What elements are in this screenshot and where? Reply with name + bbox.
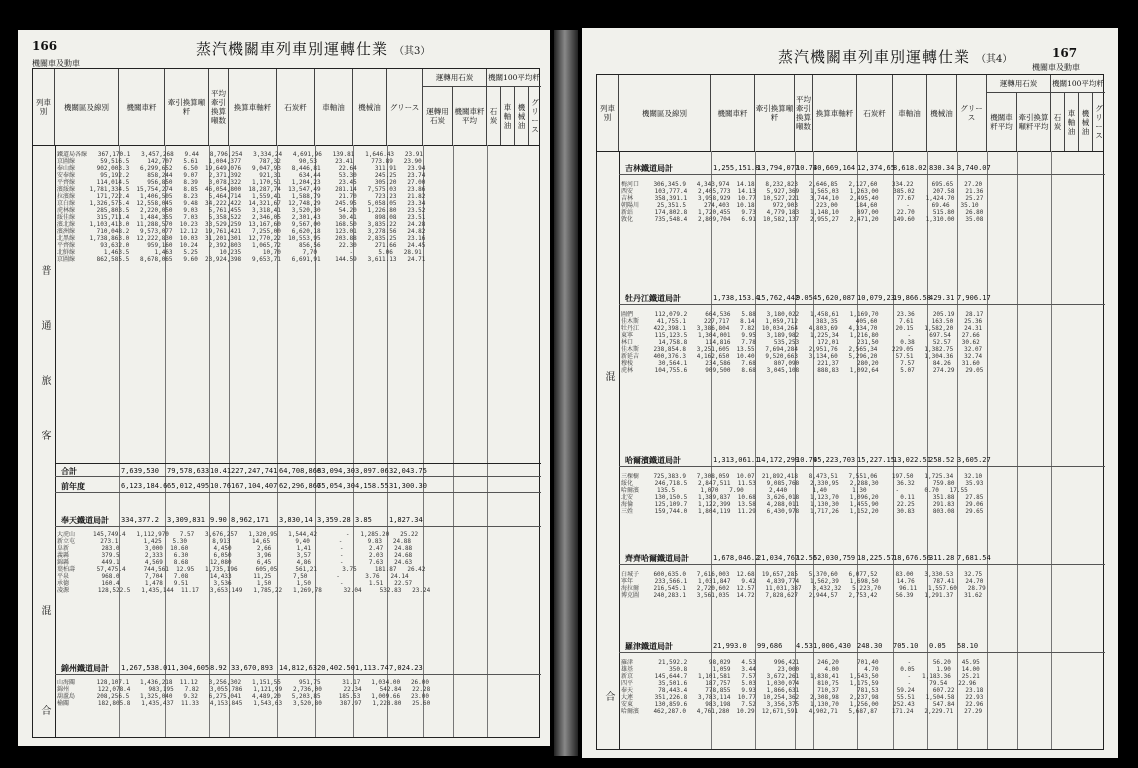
cell-value: 3.85 [355,516,372,524]
cell-value: 7,906.17 [957,294,991,302]
dense-data-block: 三棵樹 725,383.9 7,308,059 10.07 21,892,418 8,473,51 7,551,06 197.50 1,725.34 32.10 綏化 246,718.5 2,847,511 11.53 9,085,768 2,330,95 2,288,30 36.32 759.80 35.93 哈爾濱 135.5 1,070 7.90 2,440 1,40 1,30 - 0.70 17.55 北安 130,150.5 1,389,837 10.68 3,626,018 1,123,70 1,096,20 0.11 351.88 27.85 海倫 125,109.7 1,122,399 13.58 4,288,011 1,130,30 1,455,90 22.25 291.83 29.06 三姓 159,744.0 1,804,119 11.29 6,430,978 1,717,26 1,152,20 30.83 803.08 29.65 [621,473,984,515]
header-cell: 牽引換算噸粁 [165,69,209,145]
header-cell: グリース [957,75,987,151]
header-cell: 平均牽引換算噸数 [795,75,813,151]
cell-value: 52,030,759 [813,554,856,562]
dense-data-block: 羅津 21,592.2 98,029 4.53 996,421 246,20 701,40 - 56.20 45.95 雄基 350.8 1,059 3.44 23,000 4.00 4.70 0.05 1.90 14.00 新京 145,644.7 1,101,581 7.57 3,672,261 1,838,41 1,543,50 - 1,183.36 25.21 四平 35,501.6 187,757 5.03 1,030,074 810,75 1,175,59 - 79.54 22.96 奉天 78,443.4 778,855 9.93 1,866,631 710,37 781,53 59.24 607.22 23.18 大連 351,226.8 3,783,114 10.77 10,254,362 2,308,98 2,237,98 55.51 1,504.58 22.93 安東 130,859.6 983,198 7.52 3,356,375 1,130,70 1,256,00 252.43 547.84 22.96 哈爾濱 462,287.0 4,761,280 10.29 12,671,591 4,902,71 5,687,87 171.24 2,229.71 27.29 [621,659,984,715]
cell-value: 33,670,893 [231,664,274,672]
cell-value: 11,304,605 [167,664,210,672]
cell-value: 9.05 [796,294,813,302]
cell-value: 1,313,061.1 [713,456,760,464]
cell-value: 3,740.07 [957,164,991,172]
cell-value: 13,022.51 [893,456,931,464]
cell-value: 4,158.55 [355,482,389,490]
cell-value: 18,225.57 [857,554,895,562]
cell-value: 1,267,538.0 [121,664,168,672]
group-header: 運轉用石炭 [987,75,1051,93]
header-cell: 機關區及線別 [619,75,711,151]
cell-value: 10,079,23 [857,294,895,302]
cell-value: 45,620,087 [813,294,856,302]
row-label: 奉天鐵道局計 [61,515,109,525]
cell-value: 6,123,184.6 [121,482,168,490]
cell-value: 32,043.75 [389,467,427,475]
cell-value: 12.56 [796,554,818,562]
cell-value: 8.92 [210,664,227,672]
cell-value: 334,377.2 [121,516,159,524]
category-label: 通 [39,320,50,342]
table-header [597,75,1103,152]
cell-value: 10.79 [796,456,818,464]
cell-value: 1,006,430 [813,642,851,650]
cell-value: 3,309,831 [167,516,205,524]
dense-data-block: 山海關 128,107.1 1,436,218 11.12 3,256,302 1,151,55 951,75 31.17 1,034.00 26.00 錦州 122,078.4 983,195 7.82 3,055,786 1,121,99 2,736,00 22.34 542.84 22.28 葫蘆島 208,256.5 1,325,040 9.32 6,275,041 4,489,20 5,203,85 185.53 1,009.66 23.00 榆關 182,805.8 1,435,437 11.33 4,153,845 1,543,63 3,520,80 387.97 1,228.80 25.60 [57,679,431,707]
cell-value: 19,866.58 [893,294,931,302]
header-cell: 牽引換算噸粁平均 [1017,93,1051,151]
page-number: 167 [1052,46,1078,60]
page-title: 蒸汽機關車列車別運轉仕業 （其4） [778,48,1013,66]
dense-data-block: 白城子 600,635.0 7,616,003 12.68 19,657,285 5,370,60 6,077,52 83.00 3,330.53 32.75 寧年 233,566.1 1,031,847 9.42 4,839,774 1,562,39 1,698,50 14.76 787.41 24.70 海拉爾 216,545.1 2,720,602 12.57 11,031,387 3,432,32 5,223,70 96.11 1,557.60 28.79 博克圖 240,283.1 3,561,035 14.72 7,828,627 2,944,57 2,753,42 56.39 1,291.37 31.62 [621,571,986,599]
header-cell: 運轉用石炭 [423,87,453,145]
cell-value: 64,708,866 [279,467,322,475]
right-page [582,28,1118,758]
row-label: 哈爾濱鐵道局計 [625,455,681,465]
dense-data-block: 大虎山 145,749.4 1,112,970 7.57 3,676,257 1,320,95 1,544,42 - 1,285.20 25.22 新立屯 273.1 1,425 5.30 8,913 14,65 9,40 - 9.83 24.88 阜新 283.0 3,000 10.60 4,450 2,66 1,41 - 2.47 24.88 義縣 379.5 2,333 6.30 6,050 3,96 3,57 - 2.03 24.68 錦縣 449.1 4,569 8.68 12,080 6,45 4,86 - 7.63 24.63 葉柏壽 57,475.4 744,561 12.95 1,735,196 605,05 561,21 3.75 181.87 26.42 平泉 968.0 7,704 7.08 14,433 11,25 7,50 - 3.76 24.14 承德 160.4 1,478 9.51 3,536 1,50 1,50 - 1.51 22.57 凌源 128,522.5 1,435,144 11.17 3,653,149 1,785,22 1,269,78 32.04 532.83 23.24 [57,531,431,594]
row-label: 齊齊哈爾鐵道局計 [625,553,689,563]
header-cell: 石炭 [487,87,501,145]
table-row [55,661,541,675]
data-table [596,74,1104,750]
row-label: 吉林鐵道局計 [625,163,673,173]
dense-data-block: 鐵道局各線 367,170.1 3,457,268 9.44 8,796,254 3,334,24 4,691,96 139.81 1,646.43 23.91 京圖線 59,516.5 142,707 5.61 1,004,377 787,32 90,53 23.41 773.89 23.90 奉山線 902,003.3 6,299,652 6.50 19,649,076 9,047,93 8,446,81 22.64 311.91 23.94 安奉線 95,192.2 858,244 9.07 2,371,392 921,31 634,44 53.30 245.25 23.74 平齊線 114,014.5 956,850 8.39 3,078,322 1,170,51 1,204,23 23.45 305.20 27.00 濱綏線 1,781,334.5 15,754,274 8.85 46,054,800 18,287,74 13,547,49 281.14 7,575.03 23.86 拉濱線 171,722.4 1,406,505 8.23 5,464,714 1,559,41 1,588,79 21.70 723.23 21.82 京白線 1,326,575.4 12,558,045 9.48 34,222,422 14,321,67 12,748,29 245.95 5,058.05 23.34 虎林線 285,803.5 2,220,050 9.03 5,761,455 3,318,41 3,520,30 54.20 1,226.80 23.52 綏佳線 315,711.4 1,484,355 7.03 5,358,522 2,346,05 2,301,43 30.41 898.08 23.51 濱北線 1,103,413.0 11,288,570 10.23 33,529,259 13,167,60 9,567,00 168.50 3,835.22 24.28 濱洲線 710,048.2 9,573,077 12.12 19,761,421 7,255,00 6,620,18 123.01 3,278.56 24.82 北黑線 1,738,863.0 12,222,830 10.03 31,201,301 12,770,22 10,553,95 203.88 2,835.25 23.16 平齊線 93,632.0 959,160 10.24 2,392,803 1,065,72 856,56 22.30 271.66 24.45 北鮮線 1,463.5 1,463 5.25 10,235 10,70 7,70 - 5.06 28.91 京圖線 862,585.5 8,678,065 9.60 23,924,398 9,653,71 6,691,91 144.59 3,611.13 24.71 [57,151,426,263]
group-header: 運轉用石炭 [423,69,487,87]
data-table [32,68,540,738]
cell-value: 65,012,495 [167,482,210,490]
row-label: 牡丹江鐵道局計 [625,293,681,303]
cell-value: 58.10 [957,642,979,650]
cell-value: 21,034,767 [757,554,800,562]
cell-value: 18,676.56 [893,554,931,562]
table-row [619,161,1105,175]
cell-value: 7,024.23 [389,664,423,672]
cell-value: 15,762,442 [757,294,800,302]
header-cell: 機關車粁 [119,69,165,145]
header-cell: 車軸油 [893,75,927,151]
cell-value: 75,054,30 [317,482,355,490]
cell-value: 10.76 [210,482,232,490]
cell-value: 3,359.28 [317,516,351,524]
left-page [18,30,550,746]
cell-value: 167,104,407 [231,482,278,490]
category-label: 合 [603,691,614,713]
cell-value: 3,097.06 [355,467,389,475]
book-gutter [554,30,578,756]
header-cell: 換算車軸粁 [813,75,857,151]
cell-value: 0.05 [929,642,946,650]
cell-value: 1,113.74 [355,664,389,672]
group-header: 機關100平均粁 [487,69,541,87]
category-label: 混 [603,371,614,393]
table-row [55,479,541,493]
cell-value: 62,296,866 [279,482,322,490]
header-cell: 牽引換算噸粁 [755,75,795,151]
cell-value: 7,681.54 [957,554,991,562]
cell-value: 83,094,30 [317,467,355,475]
header-cell: 機關區及線別 [55,69,119,145]
header-cell: 車軸油 [1065,93,1079,151]
dense-data-block: 梅河口 306,345.9 4,343,974 14.18 8,232,823 2,646,85 2,127,60 334.22 695.65 27.20 西安 103,777.4 2,405,773 14.13 5,927,369 1,565,03 1,263,00 385.02 207.58 21.36 吉林 358,391.1 3,958,929 10.77 10,527,221 3,744,10 2,495,40 77.67 1,424.70 25.27 朝陽川 25,351.5 274,403 10.18 972,903 223,00 184,60 - 69.46 35.10 新站 174,802.8 1,720,455 9.73 4,779,183 1,148,10 897,00 22.70 515.80 26.80 敦化 735,548.4 2,809,704 6.91 10,582,137 2,955,27 2,471,20 149.60 1,310.00 35.08 [621,181,984,223]
cell-value: 21,993.0 [713,642,747,650]
header-cell: 機械油 [353,69,387,145]
category-column [33,145,56,737]
header-cell: 列車別 [33,69,55,145]
cell-value: 4.53 [796,642,813,650]
table-row [619,453,1105,467]
header-cell: 機關車粁平均 [453,87,487,145]
cell-value: 227,247,741 [231,467,278,475]
table-row [619,551,1105,565]
table-header [33,69,539,146]
header-cell: 石炭 [1051,93,1065,151]
group-header: 機關100平均粁 [1051,75,1105,93]
header-cell: 機關車粁 [711,75,755,151]
row-label: 錦州鐵道局計 [61,663,109,673]
cell-value: 7,639,530 [121,467,159,475]
cell-value: 1,678,046.2 [713,554,760,562]
cell-value: 311.28 [929,554,955,562]
category-label: 旅 [39,375,50,397]
cell-value: 9.90 [210,516,227,524]
cell-value: 705.10 [893,642,919,650]
header-cell: 機械油 [927,75,957,151]
cell-value: 79,578,633 [167,467,210,475]
section-label: 機關車及動車 [1032,63,1080,72]
table-row [55,463,541,477]
cell-value: 258.52 [929,456,955,464]
header-cell: 平均牽引換算噸数 [209,69,229,145]
cell-value: 10.73 [796,164,818,172]
section-label: 機關車及動車 [32,59,80,68]
header-cell: 車軸油 [315,69,353,145]
cell-value: 1,255,151.8 [713,164,760,172]
row-label: 羅津鐵道局計 [625,641,673,651]
cell-value: 830.34 [929,164,955,172]
cell-value: 99,686 [757,642,783,650]
row-label: 合計 [61,466,77,476]
category-label: 混 [39,605,50,627]
cell-value: 8,962,171 [231,516,269,524]
header-cell: 石炭粁 [277,69,315,145]
header-cell: 機械油 [1079,93,1093,151]
dense-data-block: 圖們 112,079.2 664,536 5.88 3,180,022 1,458,61 1,169,70 23.36 205.19 28.17 佳木斯 41,755.1 227,717 8.14 1,059,712 383,35 405,60 7.61 163.50 25.36 牡丹江 422,398.1 3,386,804 7.82 10,034,264 4,803,69 4,334,70 20.15 1,582,20 24.31 東寧 115,123.5 1,304,001 9.95 3,189,982 1,225,34 1,216,80 - 697.54 27.66 林口 14,758.8 114,816 7.78 535,253 172,01 231,50 0.38 52.57 30.62 佳木斯 238,854.8 3,251,605 13.55 7,694,284 2,951,76 2,565,34 229.05 1,382.75 32.07 新延吉 400,376.3 4,162,650 10.40 9,520,663 3,134,60 5,296,20 57.51 1,304.36 32.74 穆棱 30,564.1 234,586 7.68 807,090 221,37 280,20 7.57 84.26 31.60 虎林 104,755.6 909,500 8.68 3,045,108 888,83 1,092,64 5.07 274.29 29.05 [621,311,984,374]
cell-value: 1,827.34 [389,516,423,524]
header-cell: グリース [1095,104,1103,140]
cell-value: 429.31 [929,294,955,302]
cell-value: 15,227.15 [857,456,895,464]
header-cell: 石炭粁 [857,75,893,151]
cell-value: 20,402.50 [317,664,355,672]
cell-value: 12,374,65 [857,164,895,172]
category-label: 普 [39,265,50,287]
header-cell: 換算車軸粁 [229,69,277,145]
cell-value: 8,618.02 [893,164,927,172]
page-title: 蒸汽機關車列車別運轉仕業 （其3） [196,40,431,58]
cell-value: 31,300.30 [389,482,427,490]
cell-value: 1,738,153.4 [713,294,760,302]
row-label: 前年度 [61,481,85,491]
category-label: 合 [39,705,50,727]
category-label: 客 [39,430,50,452]
cell-value: 40,669,164 [813,164,856,172]
cell-value: 14,812,63 [279,664,317,672]
header-cell: グリース [387,69,423,145]
header-cell: 車軸油 [501,87,515,145]
table-row [619,291,1105,305]
header-cell: 機械油 [515,87,529,145]
header-cell: 機關車粁平均 [987,93,1017,151]
header-cell: 列車別 [597,75,619,151]
header-cell: グリース [531,98,539,134]
cell-value: 3,830,14 [279,516,313,524]
category-column [597,151,620,749]
cell-value: 45,223,703 [813,456,856,464]
cell-value: 3,605.27 [957,456,991,464]
cell-value: 248.30 [857,642,883,650]
page-number: 166 [32,39,58,53]
cell-value: 10.41 [210,467,232,475]
table-row [619,639,1105,653]
table-row [55,513,541,527]
cell-value: 13,794,077 [757,164,800,172]
cell-value: 14,172,299 [757,456,800,464]
